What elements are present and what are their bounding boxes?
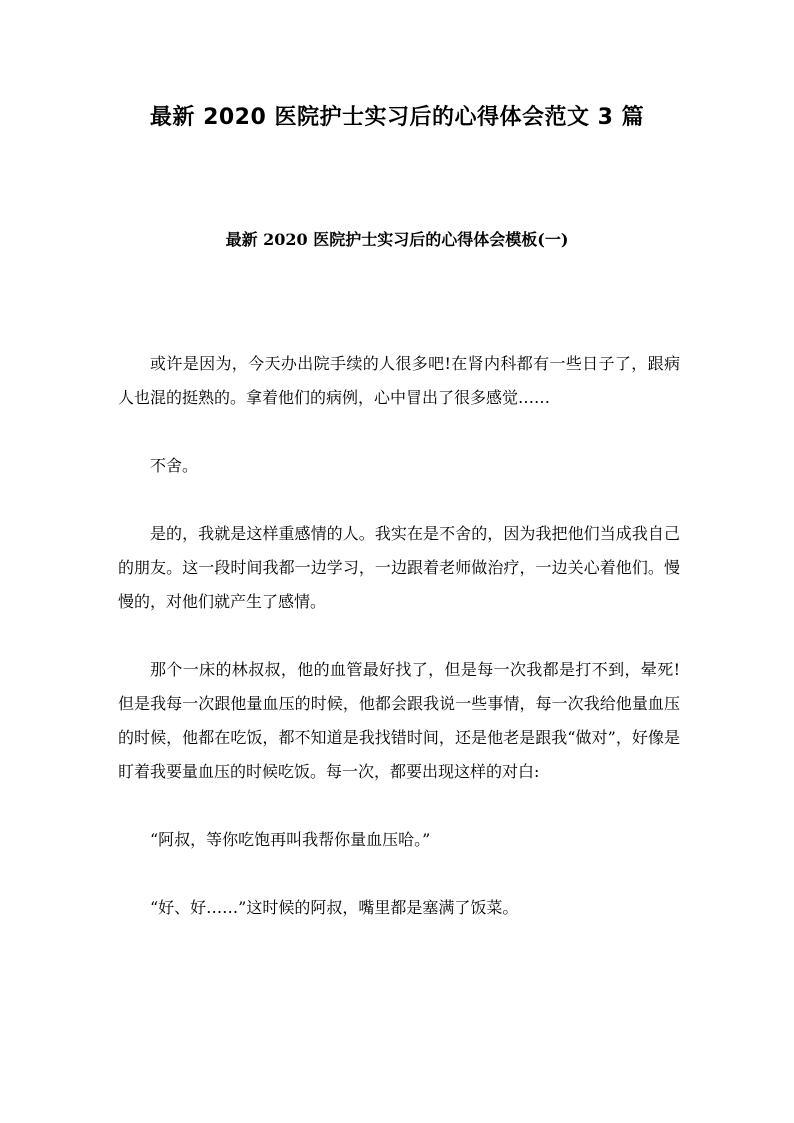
- paragraph: “好、好……”这时候的阿叔，嘴里都是塞满了饭菜。: [150, 898, 519, 917]
- paragraph: 或许是因为，今天办出院手续的人很多吧!在肾内科都有一些日子了，跟病人也混的挺熟的。拿着他们的病例，心中冒出了很多感觉……: [118, 354, 680, 407]
- paragraph: “阿叔，等你吃饱再叫我帮你量血压哈。”: [150, 830, 431, 849]
- document-title: 最新 2020 医院护士实习后的心得体会范文 3 篇: [149, 105, 645, 130]
- section-subtitle: 最新 2020 医院护士实习后的心得体会模板(一): [225, 230, 569, 249]
- paragraph: 是的，我就是这样重感情的人。我实在是不舍的，因为我把他们当成我自己的朋友。这一段时间我都一边学习，一边跟着老师做治疗，一边关心着他们。慢慢的，对他们就产生了感情。: [118, 524, 680, 611]
- body-text: [118, 347, 680, 959]
- paragraph: 不舍。: [150, 456, 199, 475]
- paragraph: 那个一床的林叔叔，他的血管最好找了，但是每一次我都是打不到，晕死!但是我每一次跟他量血压的时候，他都会跟我说一些事情，每一次我给他量血压的时候，他都在吃饭，都不知道是我找错时间，还是他老是跟我“做对”，好像是盯着我要量血压的时候吃饭。每一次，都要出现这样的对白:: [118, 660, 680, 781]
